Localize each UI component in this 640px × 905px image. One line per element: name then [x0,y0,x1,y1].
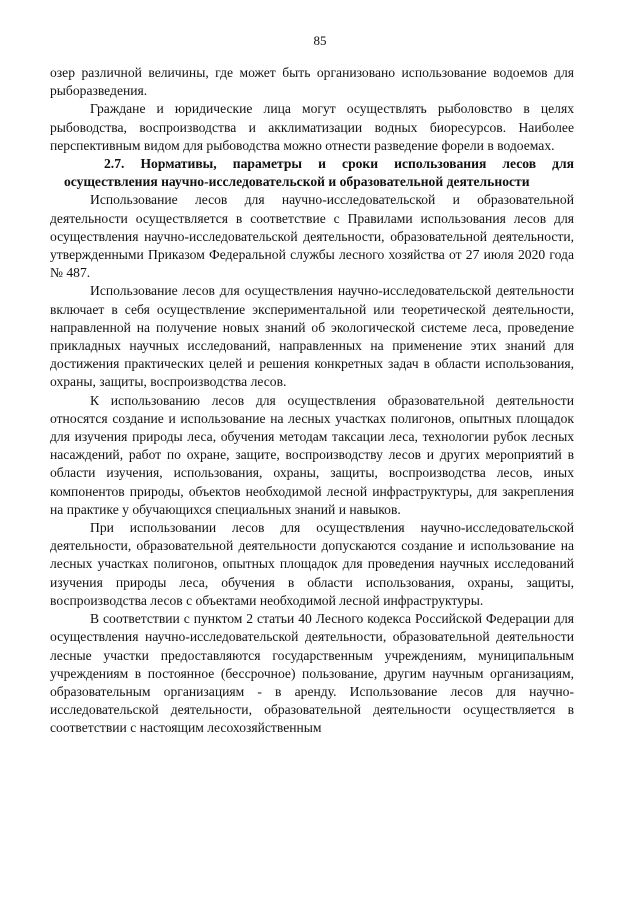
section-paragraph: Использование лесов для научно-исследовательской и образовательной деятельности осуществляется в соответствие с Правилами использования лесов для осуществления научно-исследовательской деятельности, образовательной деятельности, утвержденными Приказом Федеральной службы лесного хозяйства от 27 июля 2020 года № 487. [50,192,574,281]
page-number: 85 [313,33,327,48]
page-content [50,64,574,738]
section-paragraph: Использование лесов для осуществления научно-исследовательской деятельности включает в себя осуществление экспериментальной или теоретической деятельности, направленной на получение новых знаний об экологической системе леса, проведение прикладных научных исследований, направленных на применение этих знаний для достижения практических целей и решения конкретных задач в области использования, охраны, защиты, воспроизводства лесов. [50,283,574,390]
section-paragraph: К использованию лесов для осуществления образовательной деятельности относятся создание и использование на лесных участках полигонов, опытных площадок для изучения природы леса, обучения методам таксации леса, технологии рубок лесных насаждений, работ по охране, защите, воспроизводству лесов и других мероприятий в области изучения, использования, охраны, защиты, воспроизводства лесов, иных компонентов природы, объектов необходимой лесной инфраструктуры, для закрепления на практике у обучающихся специальных знаний и навыков. [50,392,574,517]
intro-paragraph: Граждане и юридические лица могут осуществлять рыболовство в целях рыбоводства, воспроизводства и акклиматизации водных биоресурсов. Наиболее перспективным видом для рыбоводства можно отнести разведение форели в водоемах. [50,101,574,153]
section-paragraph: При использовании лесов для осуществления научно-исследовательской деятельности, образовательной деятельности допускаются создание и использование на лесных участках полигонов, опытных площадок для проведения научных исследований изучения природы леса, обучения в области использования, охраны, защиты, воспроизводства лесов с объектами необходимой лесной инфраструктуры. [50,520,574,608]
section-paragraph: В соответствии с пунктом 2 статьи 40 Лесного кодекса Российской Федерации для осуществления научно-исследовательской деятельности, образовательной деятельности лесные участки предоставляются государственным учреждениям, муниципальным учреждениям в постоянное (бессрочное) пользование, другим научным организациям, образовательным организациям - в аренду. Использование лесов для научно-исследовательской деятельности, образовательной деятельности осуществляется в соответствии с настоящим лесохозяйственным [50,611,574,736]
intro-paragraph-continuation: озер различной величины, где может быть организовано использование водоемов для рыборазведения. [50,65,574,99]
section-heading: 2.7. Нормативы, параметры и сроки использования лесов для осуществления научно-исследовательской и образовательной деятельности [64,156,574,190]
